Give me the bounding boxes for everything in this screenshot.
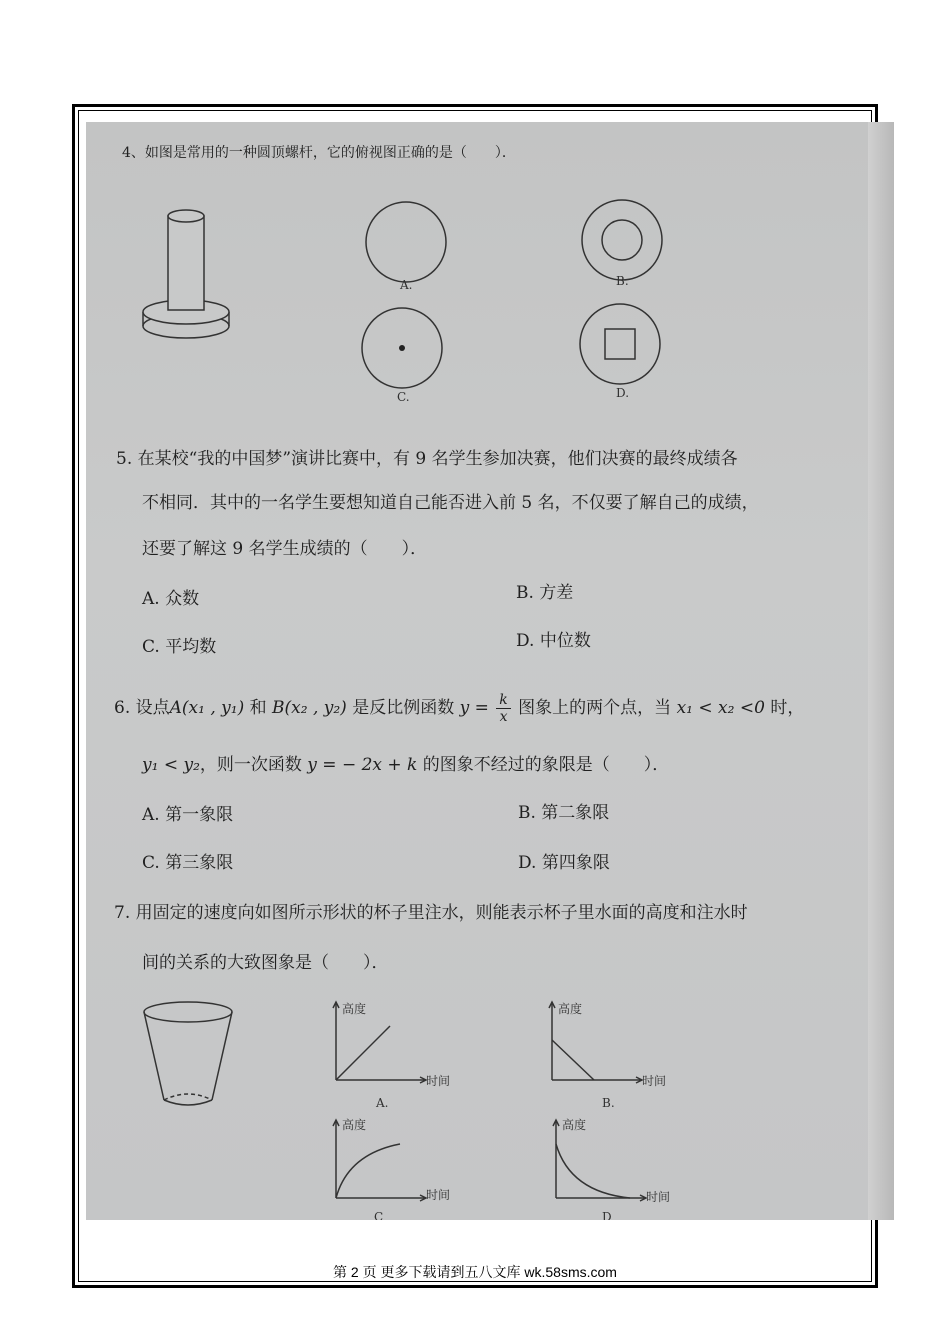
graph-d-xlabel: 时间: [646, 1190, 671, 1204]
q5-option-b: B. 方差: [516, 583, 574, 603]
option-c-dot: [360, 306, 444, 390]
graph-b-ylabel: 高度: [558, 1002, 583, 1016]
q6-and: 和: [244, 698, 273, 718]
q6-frac-den: x: [499, 709, 508, 725]
q5-option-c: C. 平均数: [142, 637, 217, 657]
q4-stem: 4、如图是常用的一种圆顶螺杆，它的俯视图正确的是（ ）．: [122, 145, 516, 161]
q4-label-b: B.: [616, 274, 629, 288]
q5-line3: 还要了解这 9 名学生成绩的（ ）．: [142, 539, 428, 559]
q6-y-cond: y₁ < y₂: [142, 755, 200, 775]
q4-label-a: A.: [400, 278, 413, 292]
screw-figure: [146, 206, 246, 346]
option-b-ring: [580, 200, 664, 284]
q6-func-lhs: y =: [459, 698, 489, 718]
q6-prefix: 6. 设点: [114, 698, 170, 718]
graph-a-label: A.: [376, 1096, 389, 1110]
q6-option-d: D. 第四象限: [518, 853, 610, 873]
q7-line2: 间的关系的大致图象是（ ）．: [142, 953, 389, 973]
q4-label-d: D.: [616, 386, 630, 400]
q6-line2-tail: 的图象不经过的象限是（ ）．: [417, 755, 670, 775]
q5-line1: 5. 在某校“我的中国梦”演讲比赛中，有 9 名学生参加决赛，他们决赛的最终成绩各: [116, 449, 738, 469]
q6-condition: x₁ < x₂ <0: [676, 698, 765, 718]
q6-tail: 时，: [764, 698, 805, 718]
q6-line1: [114, 692, 804, 725]
q6-mid: 是反比例函数: [346, 698, 460, 718]
q5-line2: 不相同．其中的一名学生要想知道自己能否进入前 5 名，不仅要了解自己的成绩，: [142, 493, 759, 513]
q6-point-b: B(x₂ , y₂): [272, 698, 347, 718]
q6-line2-text: ，则一次函数: [199, 755, 308, 775]
q6-post: 图象上的两个点，当: [512, 698, 677, 718]
exam-photo: [86, 122, 894, 1220]
q6-fraction: [496, 692, 510, 725]
option-a-circle: [364, 202, 448, 286]
q6-option-c: C. 第三象限: [142, 853, 234, 873]
graph-d-label: D: [602, 1210, 612, 1220]
q7-line1: 7. 用固定的速度向如图所示形状的杯子里注水，则能表示杯子里水面的高度和注水时: [114, 903, 748, 923]
graph-a-xlabel: 时间: [426, 1074, 451, 1088]
q6-option-a: A. 第一象限: [142, 805, 234, 825]
cup-figure: [142, 998, 242, 1118]
graph-a-ylabel: 高度: [342, 1002, 367, 1016]
q6-point-a: A(x₁ , y₁): [169, 698, 245, 718]
q6-frac-num: k: [496, 692, 510, 709]
graph-c-ylabel: 高度: [342, 1118, 367, 1132]
graph-d-ylabel: 高度: [562, 1118, 587, 1132]
q5-option-a: A. 众数: [142, 589, 200, 609]
graph-b-xlabel: 时间: [642, 1074, 667, 1088]
graph-b-label: B.: [602, 1096, 615, 1110]
q6-line2: [142, 750, 669, 775]
photo-edge-shadow: [868, 122, 894, 1220]
option-d-square: [578, 302, 662, 386]
page-footer: 第 2 页 更多下载请到五八文库 wk.58sms.com: [333, 1264, 617, 1280]
graph-c-label: C: [374, 1210, 384, 1220]
q4-label-c: C.: [397, 390, 410, 404]
q6-option-b: B. 第二象限: [518, 803, 610, 823]
q5-option-d: D. 中位数: [516, 631, 591, 651]
graph-c-xlabel: 时间: [426, 1188, 451, 1202]
q6-linear-func: y = − 2x + k: [307, 755, 418, 775]
